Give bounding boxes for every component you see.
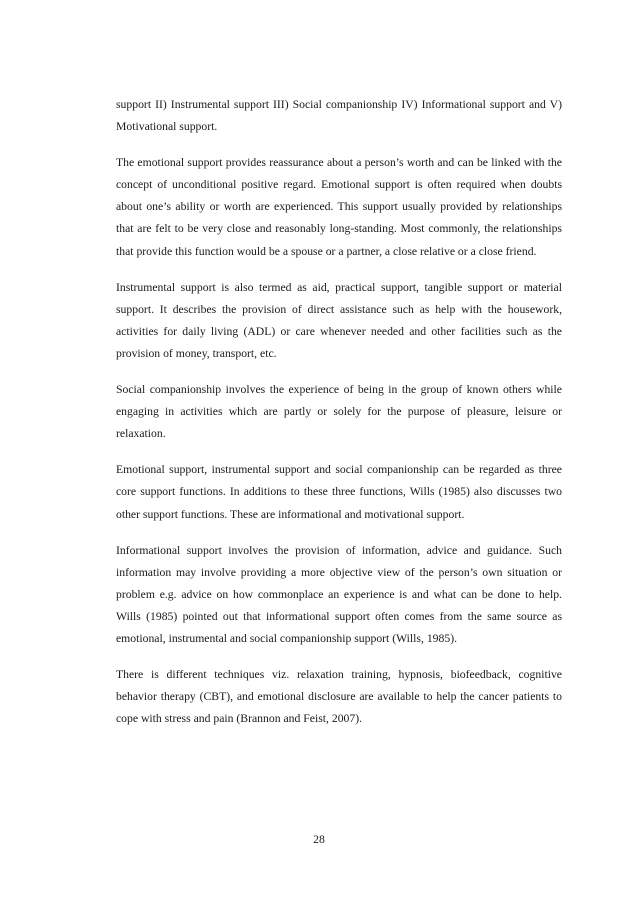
paragraph-instrumental-support: Instrumental support is also termed as aid, practical support, tangible support or material support. It describes the provision of direct assistance such as help with the housework, activities for daily living (ADL) or care whenever needed and other facilities such as the provision of money, transport, etc.: [116, 280, 562, 360]
paragraph-core-support-functions: Emotional support, instrumental support and social companionship can be regarded as three core support functions. In additions to these three functions, Wills (1985) also discusses two other support functions. These are informational and motivational support.: [116, 463, 562, 521]
body-text: [116, 94, 562, 744]
paragraph-support-types-continued: support II) Instrumental support III) Social companionship IV) Informational support and V) Motivational support.: [116, 98, 562, 134]
paragraph-social-companionship: Social companionship involves the experience of being in the group of known others while engaging in activities which are partly or solely for the purpose of pleasure, leisure or relaxation.: [116, 383, 562, 441]
paragraph-emotional-support: The emotional support provides reassurance about a person’s worth and can be linked with the concept of unconditional positive regard. Emotional support is often required when doubts about one’s ability or worth are experienced. This support usually provided by relationships that are felt to be very close and reasonably long-standing. Most commonly, the relationships that provide this function would be a spouse or a partner, a close relative or a close friend.: [116, 156, 562, 258]
page-number: 28: [313, 833, 325, 846]
paragraph-coping-techniques: There is different techniques viz. relaxation training, hypnosis, biofeedback, cognitive behavior therapy (CBT), and emotional disclosure are available to help the cancer patients to cope with stress and pain (Brannon and Feist, 2007).: [116, 668, 562, 726]
paragraph-informational-support: Informational support involves the provision of information, advice and guidance. Such information may involve providing a more objective view of the person’s own situation or problem e.g. advice on how commonplace an experience is and what can be done to help. Wills (1985) pointed out that informational support often comes from the same source as emotional, instrumental and social companionship support (Wills, 1985).: [116, 543, 562, 645]
